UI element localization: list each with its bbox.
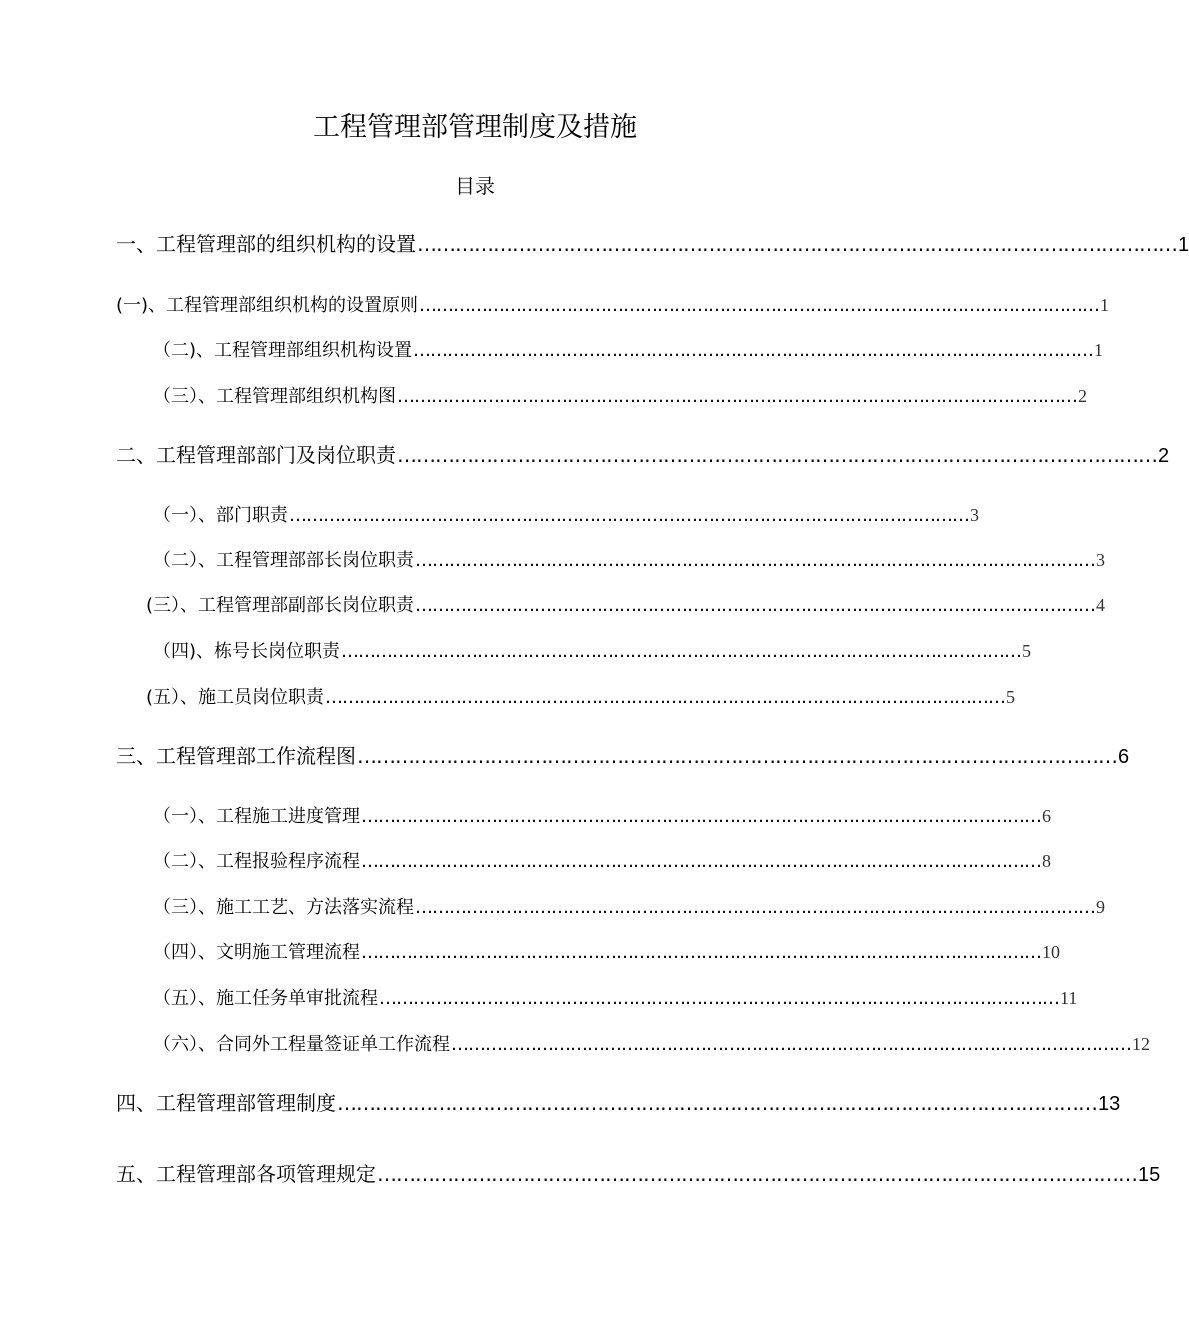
- toc-entry-text: （二）、工程报验程序流程: [153, 851, 360, 872]
- toc-entry-text: （二)、工程管理部组织机构设置: [153, 340, 413, 361]
- toc-entry[interactable]: [116, 1158, 1161, 1190]
- toc-entry-text: 四、工程管理部管理制度: [116, 1091, 336, 1115]
- toc-leader: …………………………………………………………………………………………………………: [417, 232, 1177, 256]
- toc-entry-text: （四)、栋号长岗位职责: [153, 641, 341, 662]
- toc-leader: …………………………………………………………………………………………………………: [397, 386, 1077, 407]
- toc-page-number: 13: [1098, 1093, 1121, 1115]
- toc-page-number: 4: [1096, 595, 1106, 615]
- toc-leader: …………………………………………………………………………………………………………: [361, 942, 1041, 963]
- toc-entry-text: （四）、文明施工管理流程: [153, 942, 360, 963]
- toc-page-number: 11: [1060, 988, 1078, 1008]
- toc-leader: …………………………………………………………………………………………………………: [451, 1034, 1131, 1055]
- toc-heading: 目录: [455, 174, 495, 198]
- toc-entry-text: （六）、合同外工程量签证单工作流程: [153, 1034, 450, 1055]
- toc-leader: …………………………………………………………………………………………………………: [357, 744, 1117, 768]
- toc-entry[interactable]: [153, 544, 1105, 576]
- toc-entry-text: 五、工程管理部各项管理规定: [116, 1162, 376, 1186]
- toc-entry[interactable]: [116, 289, 1110, 321]
- toc-entry[interactable]: [153, 800, 1051, 832]
- toc-leader: …………………………………………………………………………………………………………: [337, 1091, 1097, 1115]
- toc-page-number: 15: [1138, 1164, 1161, 1186]
- toc-page-number: 5: [1022, 641, 1032, 661]
- toc-leader: …………………………………………………………………………………………………………: [397, 443, 1157, 467]
- toc-entry-text: 三、工程管理部工作流程图: [116, 744, 356, 768]
- toc-page-number: 8: [1042, 851, 1051, 871]
- toc-leader: …………………………………………………………………………………………………………: [415, 550, 1095, 571]
- toc-entry[interactable]: [116, 228, 1189, 260]
- toc-page-number: 2: [1158, 445, 1170, 467]
- toc-entry[interactable]: [146, 681, 1016, 713]
- toc-leader: …………………………………………………………………………………………………………: [415, 595, 1096, 616]
- toc-entry[interactable]: [153, 635, 1032, 667]
- toc-entry-text: (三）、工程管理部副部长岗位职责: [146, 595, 415, 616]
- toc-page-number: 6: [1118, 746, 1130, 768]
- toc-entry[interactable]: [153, 982, 1078, 1014]
- toc-leader: …………………………………………………………………………………………………………: [415, 897, 1095, 918]
- toc-leader: …………………………………………………………………………………………………………: [377, 1162, 1137, 1186]
- toc-entry[interactable]: [153, 499, 979, 531]
- toc-leader: …………………………………………………………………………………………………………: [419, 295, 1100, 316]
- toc-leader: …………………………………………………………………………………………………………: [289, 505, 969, 526]
- toc-entry[interactable]: [146, 589, 1106, 621]
- toc-page-number: 3: [970, 505, 979, 525]
- toc-leader: …………………………………………………………………………………………………………: [325, 687, 1006, 708]
- toc-page-number: 1: [1178, 234, 1189, 256]
- toc-page-number: 5: [1006, 687, 1016, 707]
- toc-entry[interactable]: [153, 334, 1104, 366]
- toc-entry[interactable]: [153, 1028, 1150, 1060]
- toc-entry-text: （一）、工程施工进度管理: [153, 806, 360, 827]
- toc-entry[interactable]: [153, 845, 1051, 877]
- toc-page-number: 10: [1042, 942, 1060, 962]
- toc-page-number: 1: [1100, 295, 1110, 315]
- toc-entry[interactable]: [116, 1087, 1121, 1119]
- toc-entry-text: （三）、工程管理部组织机构图: [153, 386, 396, 407]
- toc-entry-text: （三）、施工工艺、方法落实流程: [153, 897, 414, 918]
- toc-page-number: 12: [1132, 1034, 1150, 1054]
- toc-page-number: 2: [1078, 386, 1087, 406]
- toc-entry[interactable]: [116, 740, 1130, 772]
- toc-entry-text: （二）、工程管理部部长岗位职责: [153, 550, 414, 571]
- toc-entry-text: (一)、工程管理部组织机构的设置原则: [116, 295, 419, 316]
- toc-entry-text: (五）、施工员岗位职责: [146, 687, 325, 708]
- toc-leader: …………………………………………………………………………………………………………: [341, 641, 1022, 662]
- toc-page-number: 1: [1094, 340, 1104, 360]
- toc-page-number: 3: [1096, 550, 1105, 570]
- toc-leader: …………………………………………………………………………………………………………: [361, 806, 1041, 827]
- toc-entry-text: （一）、部门职责: [153, 505, 288, 526]
- toc-entry[interactable]: [153, 891, 1105, 923]
- toc-leader: …………………………………………………………………………………………………………: [413, 340, 1094, 361]
- toc-entry-text: （五）、施工任务单审批流程: [153, 988, 378, 1009]
- document-title: 工程管理部管理制度及措施: [313, 112, 637, 143]
- toc-leader: …………………………………………………………………………………………………………: [379, 988, 1059, 1009]
- toc-entry[interactable]: [153, 380, 1087, 412]
- toc-entry-text: 一、工程管理部的组织机构的设置: [116, 232, 416, 256]
- toc-page-number: 6: [1042, 806, 1051, 826]
- toc-entry-text: 二、工程管理部部门及岗位职责: [116, 443, 396, 467]
- toc-leader: …………………………………………………………………………………………………………: [361, 851, 1041, 872]
- toc-page-number: 9: [1096, 897, 1105, 917]
- toc-entry[interactable]: [153, 936, 1060, 968]
- toc-entry[interactable]: [116, 439, 1170, 471]
